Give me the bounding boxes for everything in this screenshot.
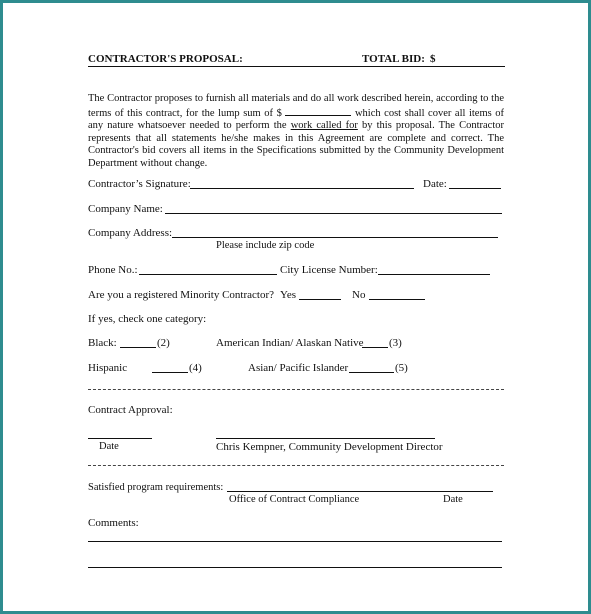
category-black-code: (2) [157, 337, 170, 349]
comments-line-2[interactable] [88, 567, 502, 568]
proposal-heading: CONTRACTOR'S PROPOSAL: [88, 53, 243, 65]
minority-yes-label: Yes [280, 289, 297, 301]
intro-underlined-text: work called for [290, 120, 358, 131]
signature-date-label: Date: [423, 178, 447, 190]
category-asian-field[interactable] [349, 372, 394, 373]
city-license-field[interactable] [378, 274, 490, 275]
comments-line-1[interactable] [88, 541, 502, 542]
city-license-label: City License Number: [280, 264, 378, 276]
compliance-label: Satisfied program requirements: [88, 482, 224, 493]
minority-no-label: No [352, 289, 366, 301]
category-american-indian-field[interactable] [362, 347, 388, 348]
section-divider-2 [88, 465, 504, 466]
lump-sum-field[interactable] [285, 106, 351, 116]
director-label: Chris Kempner, Community Development Director [216, 441, 443, 453]
category-hispanic-label: Hispanic [88, 362, 128, 374]
phone-label: Phone No.: [88, 264, 138, 276]
category-asian-label: Asian/ Pacific Islander [248, 362, 349, 374]
signature-label: Contractor’s Signature: [88, 178, 191, 190]
comments-label: Comments: [88, 517, 139, 529]
compliance-date-label: Date [443, 494, 463, 505]
section-divider-1 [88, 389, 504, 390]
category-prompt: If yes, check one category: [88, 313, 207, 325]
category-hispanic-code: (4) [189, 362, 202, 374]
company-name-label: Company Name: [88, 203, 163, 215]
contract-approval-title: Contract Approval: [88, 404, 173, 416]
header-rule [88, 66, 505, 67]
company-name-field[interactable] [165, 213, 502, 214]
phone-field[interactable] [139, 274, 277, 275]
director-signature-field[interactable] [216, 438, 435, 439]
category-black-field[interactable] [120, 347, 156, 348]
signature-field[interactable] [190, 188, 414, 189]
signature-date-field[interactable] [449, 188, 501, 189]
intro-text-2: which cost shall cover all items of any nature whatsoever needed to perform the [88, 107, 505, 131]
minority-no-field[interactable] [369, 299, 425, 300]
category-american-indian-label: American Indian/ Alaskan Native [216, 337, 364, 349]
minority-yes-field[interactable] [299, 299, 341, 300]
total-bid-dollar-sign: $ [430, 53, 436, 65]
intro-text-1: The Contractor proposes to furnish all materials and do all work described herein, according to the terms of this contract, for the lump sum of $ [88, 93, 504, 119]
company-address-field[interactable] [172, 237, 498, 238]
minority-question: Are you a registered Minority Contractor? [88, 289, 275, 301]
compliance-office-label: Office of Contract Compliance [229, 494, 360, 505]
approval-date-label: Date [99, 441, 119, 452]
company-address-label: Company Address: [88, 227, 173, 239]
intro-paragraph [88, 93, 504, 170]
category-asian-code: (5) [395, 362, 408, 374]
compliance-signature-field[interactable] [227, 491, 493, 492]
approval-date-field[interactable] [88, 438, 152, 439]
intro-text-3: by this proposal. The Contractor represents that all statements he/she makes in this Agreement are complete and correct. The Contractor's bid covers all items in the Specifications submitted by the Community Development Department without change. [88, 120, 505, 169]
total-bid-label: TOTAL BID: [362, 53, 425, 65]
category-american-indian-code: (3) [389, 337, 402, 349]
category-hispanic-field[interactable] [152, 372, 188, 373]
zip-code-hint: Please include zip code [216, 240, 315, 251]
category-black-label: Black: [88, 337, 117, 349]
